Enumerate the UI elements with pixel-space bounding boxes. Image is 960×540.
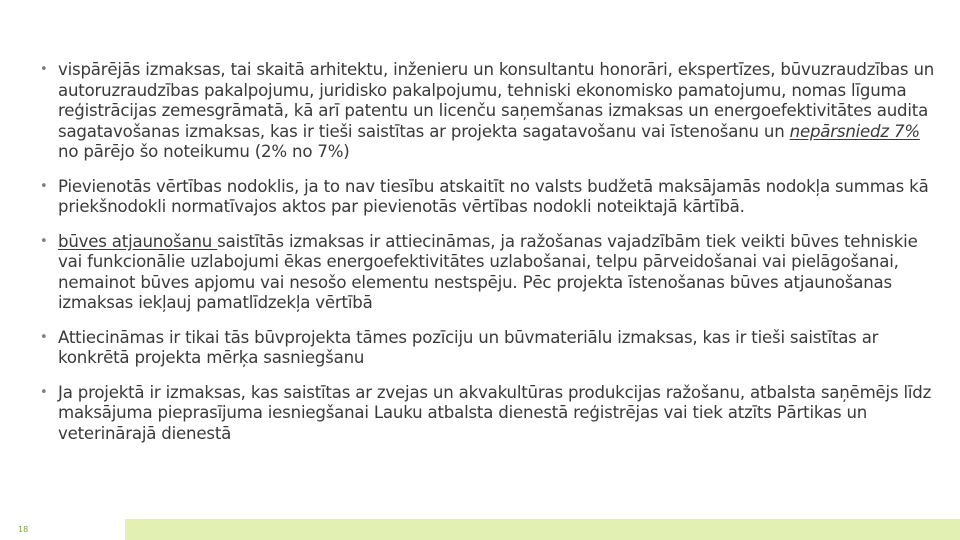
bullet-general-costs <box>40 60 940 163</box>
bullet-eligible-items <box>40 328 940 369</box>
bullet-text: Ja projektā ir izmaksas, kas saistītas ar zvejas un akvakultūras produkcijas ražošanu, atbalsta saņēmējs līdz maksājuma pieprasījuma iesniegšanai Lauku atbalsta dienestā reģistrējas vai tiek atzīts Pārtikas un veterinārajā dienestā <box>58 382 932 443</box>
bullet-vat <box>40 177 940 218</box>
limit-emphasis: nepārsniedz 7% <box>789 121 920 141</box>
bullet-fisheries <box>40 383 940 445</box>
bullet-text: saistītās izmaksas ir attiecināmas, ja ražošanas vajadzībām tiek veikti būves tehniskie vai funkcionālie uzlabojumi ēkas energoefektivitātes uzlabošanai, telpu pārveidošanai vai pielāgošanai, nemainot būves apjomu vai nesošo elementu nestspēju. Pēc projekta īstenošanas būves atjaunošanas izmaksas iekļauj pamatlīdzekļa vērtībā <box>58 231 918 312</box>
bullet-text: Attiecināmas ir tikai tās būvprojekta tāmes pozīciju un būvmateriālu izmaksas, kas ir tieši saistītas ar konkrētā projekta mērķa sasniegšanu <box>58 327 879 367</box>
bullet-list <box>40 60 940 458</box>
bullet-renovation <box>40 232 940 314</box>
renovation-emphasis: būves atjaunošanu <box>58 231 218 251</box>
page-number: 18 <box>18 525 29 534</box>
footer-bar <box>125 519 960 540</box>
bullet-text-end: no pārējo šo noteikumu (2% no 7%) <box>58 142 350 161</box>
bullet-text: Pievienotās vērtības nodoklis, ja to nav tiesību atskaitīt no valsts budžetā maksājamās nodokļa summas kā priekšnodokli normatīvajos aktos par pievienotās vērtības nodokli noteiktajā kārtībā. <box>58 176 929 216</box>
bullet-text: vispārējās izmaksas, tai skaitā arhitektu, inženieru un konsultantu honorāri, ekspertīzes, būvuzraudzības un autoruzraudzības pakalpojumu, juridisko pakalpojumu, tehniski ekonomisko pamatojumu, nomas līguma reģistrācijas zemesgrāmatā, kā arī patentu un licenču saņemšanas izmaksas un energoefektivitātes audita sagatavošanas izmaksas, kas ir tieši saistītas ar projekta sagatavošanu vai īstenošanu un <box>58 60 935 141</box>
